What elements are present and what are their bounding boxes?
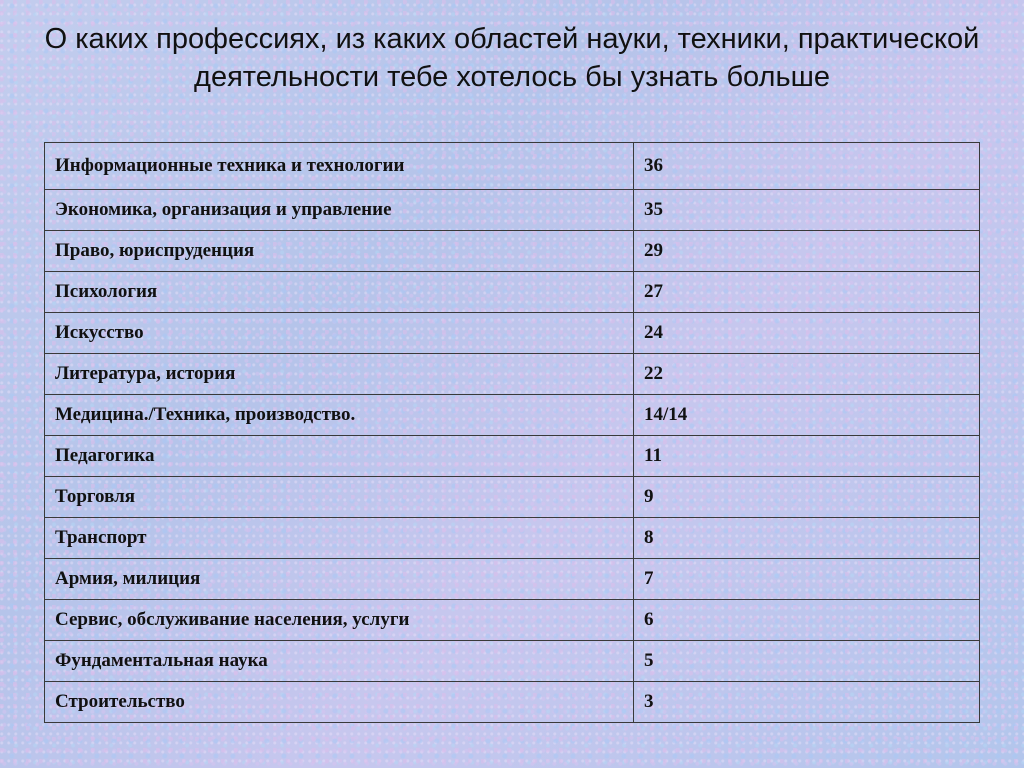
category-cell: Психология: [45, 272, 634, 313]
table-row: [45, 231, 980, 272]
value-cell: 27: [634, 272, 980, 313]
page-title: О каких профессиях, из каких областей науки, техники, практической деятельности тебе хотелось бы узнать больше: [44, 23, 980, 93]
table-row: [45, 190, 980, 231]
category-cell: Армия, милиция: [45, 559, 634, 600]
table-row: [45, 313, 980, 354]
table-row: [45, 477, 980, 518]
value-cell: 6: [634, 600, 980, 641]
table-row: [45, 395, 980, 436]
table-row: [45, 143, 980, 190]
value-cell: 14/14: [634, 395, 980, 436]
table-row: [45, 354, 980, 395]
value-cell: 5: [634, 641, 980, 682]
value-cell: 3: [634, 682, 980, 723]
category-cell: Транспорт: [45, 518, 634, 559]
category-cell: Торговля: [45, 477, 634, 518]
table-row: [45, 682, 980, 723]
category-cell: Педагогика: [45, 436, 634, 477]
data-table: [44, 142, 980, 723]
value-cell: 22: [634, 354, 980, 395]
category-cell: Сервис, обслуживание населения, услуги: [45, 600, 634, 641]
value-cell: 36: [634, 143, 980, 190]
value-cell: 24: [634, 313, 980, 354]
table-body: [45, 143, 980, 723]
category-cell: Право, юриспруденция: [45, 231, 634, 272]
table-row: [45, 518, 980, 559]
value-cell: 9: [634, 477, 980, 518]
category-cell: Фундаментальная наука: [45, 641, 634, 682]
value-cell: 35: [634, 190, 980, 231]
value-cell: 11: [634, 436, 980, 477]
category-cell: Экономика, организация и управление: [45, 190, 634, 231]
table-row: [45, 272, 980, 313]
category-cell: Литература, история: [45, 354, 634, 395]
table-row: [45, 436, 980, 477]
value-cell: 7: [634, 559, 980, 600]
table-row: [45, 641, 980, 682]
category-cell: Искусство: [45, 313, 634, 354]
value-cell: 29: [634, 231, 980, 272]
category-cell: Информационные техника и технологии: [45, 143, 634, 190]
value-cell: 8: [634, 518, 980, 559]
table-row: [45, 559, 980, 600]
category-cell: Строительство: [45, 682, 634, 723]
category-cell: Медицина./Техника, производство.: [45, 395, 634, 436]
table-row: [45, 600, 980, 641]
